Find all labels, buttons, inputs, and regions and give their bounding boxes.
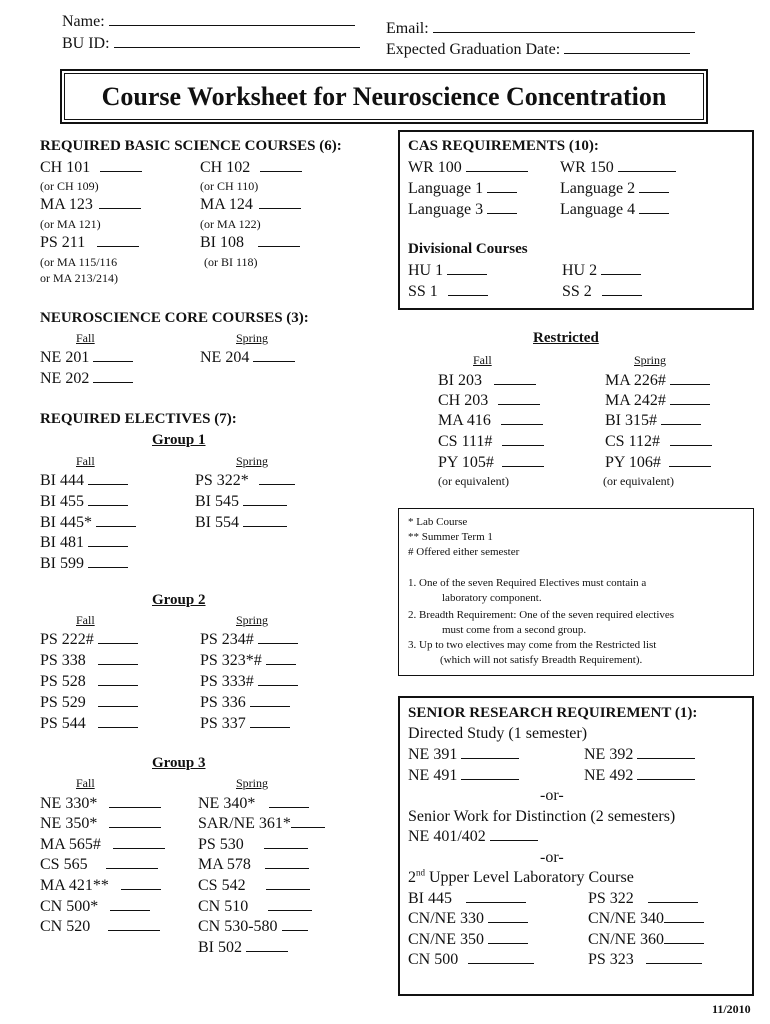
alt-ma121: (or MA 121) bbox=[40, 217, 101, 231]
core-spring-label: Spring bbox=[236, 331, 269, 345]
course-sarne361[interactable]: SAR/NE 361* bbox=[198, 815, 325, 833]
course-ch101[interactable]: CH 101 bbox=[40, 159, 142, 177]
alt-ma115: (or MA 115/116 bbox=[40, 255, 118, 269]
group2-fall-label: Fall bbox=[76, 613, 95, 627]
course-ps323-senior[interactable]: PS 323 bbox=[588, 951, 702, 969]
restricted-fall-label: Fall bbox=[473, 353, 492, 367]
legend-lab-course: * Lab Course bbox=[408, 516, 468, 528]
course-ne330[interactable]: NE 330* bbox=[40, 795, 161, 813]
page-title: Course Worksheet for Neuroscience Concentration bbox=[64, 73, 704, 120]
group1-spring-label: Spring bbox=[236, 454, 269, 468]
divisional-heading: Divisional Courses bbox=[408, 241, 528, 257]
legend-summer-term: ** Summer Term 1 bbox=[408, 531, 493, 543]
course-bi481[interactable]: BI 481 bbox=[40, 534, 128, 552]
course-language1[interactable]: Language 1 bbox=[408, 180, 517, 198]
course-ne204[interactable]: NE 204 bbox=[200, 349, 295, 367]
buid-field[interactable] bbox=[62, 35, 360, 53]
swd-label: Senior Work for Distinction (2 semesters) bbox=[408, 808, 676, 825]
course-ma578[interactable]: MA 578 bbox=[198, 856, 309, 874]
alt-ma213: or MA 213/214) bbox=[40, 271, 118, 285]
email-label: Email: bbox=[386, 20, 429, 37]
restricted-title: Restricted bbox=[533, 330, 599, 346]
course-ps333[interactable]: PS 333# bbox=[200, 673, 298, 691]
course-ps323[interactable]: PS 323*# bbox=[200, 652, 296, 670]
course-ma416[interactable]: MA 416 bbox=[438, 412, 543, 430]
name-field[interactable] bbox=[62, 13, 355, 31]
course-language3[interactable]: Language 3 bbox=[408, 201, 517, 219]
core-heading: NEUROSCIENCE CORE COURSES (3): bbox=[40, 310, 309, 326]
course-language4[interactable]: Language 4 bbox=[560, 201, 669, 219]
course-ps528[interactable]: PS 528 bbox=[40, 673, 138, 691]
group1-title: Group 1 bbox=[152, 432, 206, 448]
course-ch203[interactable]: CH 203 bbox=[438, 392, 540, 410]
restricted-fall-equiv: (or equivalent) bbox=[438, 474, 509, 488]
course-bi554[interactable]: BI 554 bbox=[195, 514, 287, 532]
course-cs542[interactable]: CS 542 bbox=[198, 877, 310, 895]
note-3: 3. Up to two electives may come from the Restricted list bbox=[408, 639, 657, 651]
group1-fall-label: Fall bbox=[76, 454, 95, 468]
course-ps529[interactable]: PS 529 bbox=[40, 694, 138, 712]
course-ne392[interactable]: NE 392 bbox=[584, 746, 695, 764]
course-hu2[interactable]: HU 2 bbox=[562, 262, 641, 280]
course-bi203[interactable]: BI 203 bbox=[438, 372, 536, 390]
course-bi315[interactable]: BI 315# bbox=[605, 412, 701, 430]
course-bi445[interactable]: BI 445* bbox=[40, 514, 136, 532]
course-ma123[interactable]: MA 123 bbox=[40, 196, 141, 214]
revision-date: 11/2010 bbox=[712, 1002, 751, 1016]
or-separator-2: -or- bbox=[540, 849, 564, 866]
course-cnne330[interactable]: CN/NE 330 bbox=[408, 910, 528, 928]
grad-date-field[interactable] bbox=[386, 41, 690, 59]
alt-bi118: (or BI 118) bbox=[204, 255, 258, 269]
course-ma242[interactable]: MA 242# bbox=[605, 392, 710, 410]
course-ps234[interactable]: PS 234# bbox=[200, 631, 298, 649]
email-field[interactable] bbox=[386, 20, 695, 38]
course-cn500[interactable]: CN 500* bbox=[40, 898, 150, 916]
grad-date-label: Expected Graduation Date: bbox=[386, 41, 561, 58]
lab-course-label: 2nd Upper Level Laboratory Course bbox=[408, 867, 634, 886]
course-cs111[interactable]: CS 111# bbox=[438, 433, 544, 451]
course-ps322[interactable]: PS 322* bbox=[195, 472, 295, 490]
course-ma421[interactable]: MA 421** bbox=[40, 877, 161, 895]
course-ne340[interactable]: NE 340* bbox=[198, 795, 309, 813]
course-bi502[interactable]: BI 502 bbox=[198, 939, 288, 957]
note-3-cont: (which will not satisfy Breadth Requirement). bbox=[440, 654, 643, 666]
course-ne202[interactable]: NE 202 bbox=[40, 370, 133, 388]
course-bi445-senior[interactable]: BI 445 bbox=[408, 890, 526, 908]
course-cs565[interactable]: CS 565 bbox=[40, 856, 158, 874]
course-ne492[interactable]: NE 492 bbox=[584, 767, 695, 785]
alt-ch110: (or CH 110) bbox=[200, 179, 259, 193]
course-py105[interactable]: PY 105# bbox=[438, 454, 544, 472]
course-cn530-580[interactable]: CN 530-580 bbox=[198, 918, 308, 936]
group2-title: Group 2 bbox=[152, 592, 206, 608]
course-ps222[interactable]: PS 222# bbox=[40, 631, 138, 649]
course-cnne350[interactable]: CN/NE 350 bbox=[408, 931, 528, 949]
basic-science-heading: REQUIRED BASIC SCIENCE COURSES (6): bbox=[40, 138, 342, 154]
course-ps337[interactable]: PS 337 bbox=[200, 715, 290, 733]
course-wr100[interactable]: WR 100 bbox=[408, 159, 528, 177]
directed-study-label: Directed Study (1 semester) bbox=[408, 725, 588, 742]
or-separator-1: -or- bbox=[540, 787, 564, 804]
course-ne391[interactable]: NE 391 bbox=[408, 746, 519, 764]
group3-spring-label: Spring bbox=[236, 776, 269, 790]
course-ma226[interactable]: MA 226# bbox=[605, 372, 710, 390]
course-ps338[interactable]: PS 338 bbox=[40, 652, 138, 670]
alt-ch109: (or CH 109) bbox=[40, 179, 99, 193]
restricted-spring-label: Spring bbox=[634, 353, 667, 367]
course-cnne340[interactable]: CN/NE 340 bbox=[588, 910, 704, 928]
course-ne491[interactable]: NE 491 bbox=[408, 767, 519, 785]
course-ps530[interactable]: PS 530 bbox=[198, 836, 308, 854]
course-bi108[interactable]: BI 108 bbox=[200, 234, 300, 252]
course-ne350[interactable]: NE 350* bbox=[40, 815, 161, 833]
course-language2[interactable]: Language 2 bbox=[560, 180, 669, 198]
course-ps322-senior[interactable]: PS 322 bbox=[588, 890, 698, 908]
course-ne401-402[interactable]: NE 401/402 bbox=[408, 828, 538, 846]
name-label: Name: bbox=[62, 13, 105, 30]
course-bi455[interactable]: BI 455 bbox=[40, 493, 128, 511]
course-wr150[interactable]: WR 150 bbox=[560, 159, 676, 177]
senior-heading: SENIOR RESEARCH REQUIREMENT (1): bbox=[408, 705, 698, 721]
course-ma565[interactable]: MA 565# bbox=[40, 836, 165, 854]
course-ma124[interactable]: MA 124 bbox=[200, 196, 301, 214]
course-cnne360[interactable]: CN/NE 360 bbox=[588, 931, 704, 949]
core-fall-label: Fall bbox=[76, 331, 95, 345]
course-ch102[interactable]: CH 102 bbox=[200, 159, 302, 177]
course-cn510[interactable]: CN 510 bbox=[198, 898, 312, 916]
course-ss1[interactable]: SS 1 bbox=[408, 283, 488, 301]
group2-spring-label: Spring bbox=[236, 613, 269, 627]
group3-fall-label: Fall bbox=[76, 776, 95, 790]
course-ps336[interactable]: PS 336 bbox=[200, 694, 290, 712]
note-1-cont: laboratory component. bbox=[442, 592, 542, 604]
cas-heading: CAS REQUIREMENTS (10): bbox=[408, 138, 599, 154]
legend-either-semester: # Offered either semester bbox=[408, 546, 520, 558]
restricted-spring-equiv: (or equivalent) bbox=[603, 474, 674, 488]
course-bi599[interactable]: BI 599 bbox=[40, 555, 128, 573]
course-py106[interactable]: PY 106# bbox=[605, 454, 711, 472]
course-bi444[interactable]: BI 444 bbox=[40, 472, 128, 490]
note-2-cont: must come from a second group. bbox=[442, 624, 587, 636]
electives-heading: REQUIRED ELECTIVES (7): bbox=[40, 411, 237, 427]
course-ps211[interactable]: PS 211 bbox=[40, 234, 139, 252]
course-cn500-senior[interactable]: CN 500 bbox=[408, 951, 534, 969]
group3-title: Group 3 bbox=[152, 755, 206, 771]
course-bi545[interactable]: BI 545 bbox=[195, 493, 287, 511]
course-cs112[interactable]: CS 112# bbox=[605, 433, 712, 451]
buid-label: BU ID: bbox=[62, 35, 110, 52]
course-ps544[interactable]: PS 544 bbox=[40, 715, 138, 733]
course-hu1[interactable]: HU 1 bbox=[408, 262, 487, 280]
alt-ma122: (or MA 122) bbox=[200, 217, 261, 231]
note-1: 1. One of the seven Required Electives must contain a bbox=[408, 577, 647, 589]
course-cn520[interactable]: CN 520 bbox=[40, 918, 160, 936]
course-ss2[interactable]: SS 2 bbox=[562, 283, 642, 301]
course-ne201[interactable]: NE 201 bbox=[40, 349, 133, 367]
note-2: 2. Breadth Requirement: One of the seven required electives bbox=[408, 609, 675, 621]
